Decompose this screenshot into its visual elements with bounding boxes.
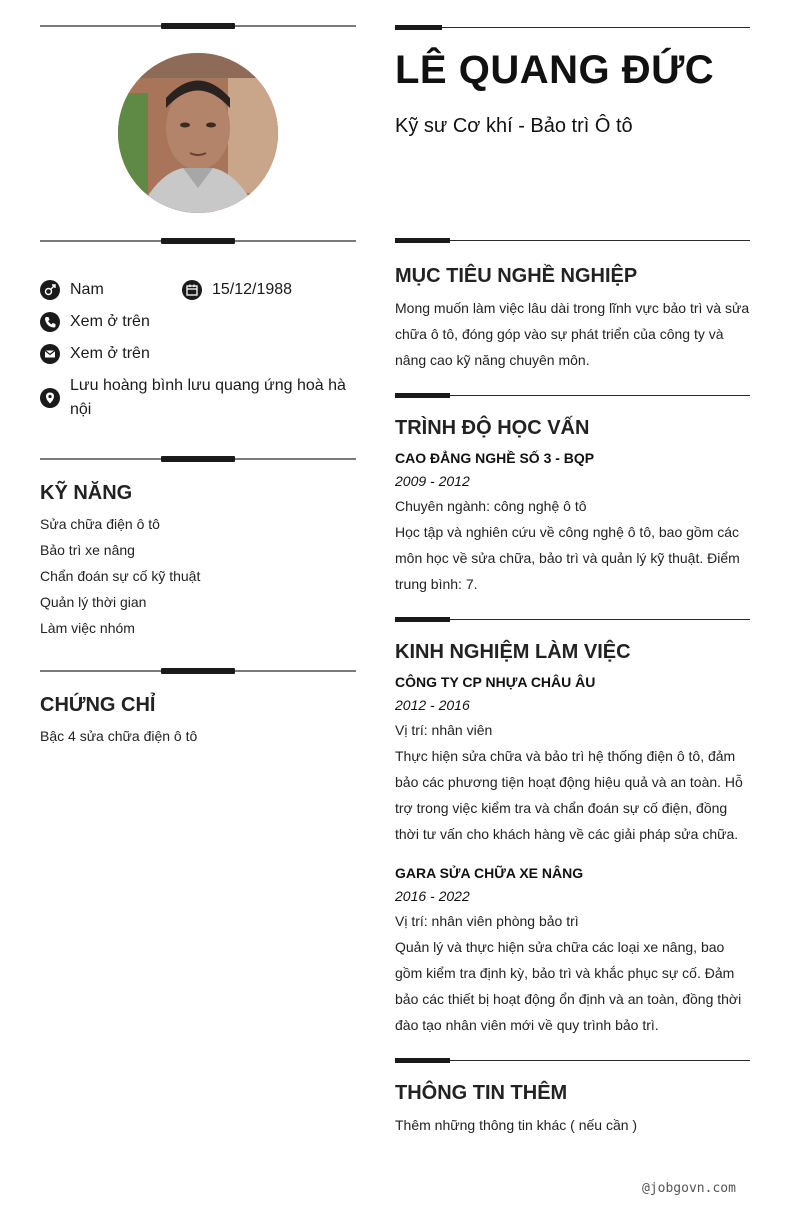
- job-period: 2012 - 2016: [395, 697, 470, 713]
- divider-accent: [161, 23, 235, 29]
- additional-heading: THÔNG TIN THÊM: [395, 1082, 568, 1104]
- certificate-item: Bậc 4 sửa chữa điện ô tô: [40, 728, 198, 744]
- divider-accent: [395, 25, 442, 30]
- job-description-line: trợ trong việc kiểm tra và chẩn đoán sự cố điện, đồng: [395, 800, 728, 816]
- job-description-line: bảo các thiết bị hoạt động ổn định và an toàn, đồng thời: [395, 991, 742, 1007]
- additional-text: Thêm những thông tin khác ( nếu cần ): [395, 1117, 638, 1133]
- location-pin-icon: [40, 388, 60, 408]
- skill-item: Làm việc nhóm: [40, 620, 135, 636]
- objective-line: Mong muốn làm việc lâu dài trong lĩnh vực bảo trì và sửa: [395, 300, 750, 316]
- gender-value: Nam: [70, 281, 104, 298]
- objective-line: chữa ô tô, đóng góp vào sự phát triển của công ty và: [395, 326, 724, 342]
- divider-accent: [395, 238, 450, 243]
- education-major: Chuyên ngành: công nghệ ô tô: [395, 498, 587, 514]
- education-line: môn học về sửa chữa, bảo trì và quản lý kỹ thuật. Điểm: [395, 550, 740, 566]
- address-line-2: nội: [70, 401, 92, 418]
- certificates-heading: CHỨNG CHỈ: [40, 694, 156, 716]
- skill-item: Quản lý thời gian: [40, 594, 147, 610]
- skills-heading: KỸ NĂNG: [40, 482, 133, 504]
- phone-value: Xem ở trên: [70, 313, 150, 330]
- address-line-1: Lưu hoàng bình lưu quang ứng hoà hà: [70, 377, 346, 394]
- job-position: Vị trí: nhân viên: [395, 722, 493, 738]
- job-title: Kỹ sư Cơ khí - Bảo trì Ô tô: [395, 115, 633, 137]
- watermark-link[interactable]: @jobgovn.com: [642, 1181, 736, 1196]
- education-period: 2009 - 2012: [395, 473, 470, 489]
- calendar-icon: [182, 280, 202, 300]
- divider-accent: [395, 1058, 450, 1063]
- phone-icon: [40, 312, 60, 332]
- job-description-line: Thực hiện sửa chữa và bảo trì hệ thống điện ô tô, đảm: [395, 748, 736, 764]
- education-heading: TRÌNH ĐỘ HỌC VẤN: [395, 417, 590, 439]
- birthdate-value: 15/12/1988: [212, 281, 293, 298]
- divider-accent: [161, 668, 235, 674]
- company-name: CÔNG TY CP NHỰA CHÂU ÂU: [395, 674, 596, 690]
- experience-heading: KINH NGHIỆM LÀM VIỆC: [395, 641, 631, 663]
- email-icon: [40, 344, 60, 364]
- avatar: [118, 53, 278, 213]
- job-description-line: Quản lý và thực hiện sửa chữa các loại xe nâng, bao: [395, 939, 725, 955]
- divider-accent: [395, 617, 450, 622]
- school-name: CAO ĐẲNG NGHỀ SỐ 3 - BQP: [395, 450, 595, 466]
- job-description-line: gồm kiểm tra định kỳ, bảo trì và khắc phục sự cố. Đảm: [395, 965, 735, 981]
- candidate-name: LÊ QUANG ĐỨC: [395, 48, 715, 92]
- education-line: trung bình: 7.: [395, 576, 478, 592]
- skill-item: Bảo trì xe nâng: [40, 542, 135, 558]
- divider-accent: [161, 456, 235, 462]
- company-name: GARA SỬA CHỮA XE NÂNG: [395, 865, 584, 881]
- divider: [395, 27, 750, 28]
- job-description-line: bảo các phương tiện hoạt động hiệu quả và an toàn. Hỗ: [395, 774, 743, 790]
- divider-accent: [161, 238, 235, 244]
- divider-accent: [395, 393, 450, 398]
- skill-item: Sửa chữa điện ô tô: [40, 516, 160, 532]
- email-value: Xem ở trên: [70, 345, 150, 362]
- job-description-line: thời tư vấn cho khách hàng về các giải pháp sửa chữa.: [395, 826, 739, 842]
- objective-heading: MỤC TIÊU NGHỀ NGHIỆP: [395, 265, 638, 287]
- job-position: Vị trí: nhân viên phòng bảo trì: [395, 913, 579, 929]
- education-line: Học tập và nghiên cứu về công nghệ ô tô, bao gồm các: [395, 524, 740, 540]
- objective-line: nâng cao kỹ năng chuyên môn.: [395, 352, 590, 368]
- job-description-line: đào tạo nhân viên mới về quy trình bảo trì.: [395, 1017, 659, 1033]
- gender-icon: [40, 280, 60, 300]
- job-period: 2016 - 2022: [395, 888, 470, 904]
- skill-item: Chẩn đoán sự cố kỹ thuật: [40, 568, 201, 584]
